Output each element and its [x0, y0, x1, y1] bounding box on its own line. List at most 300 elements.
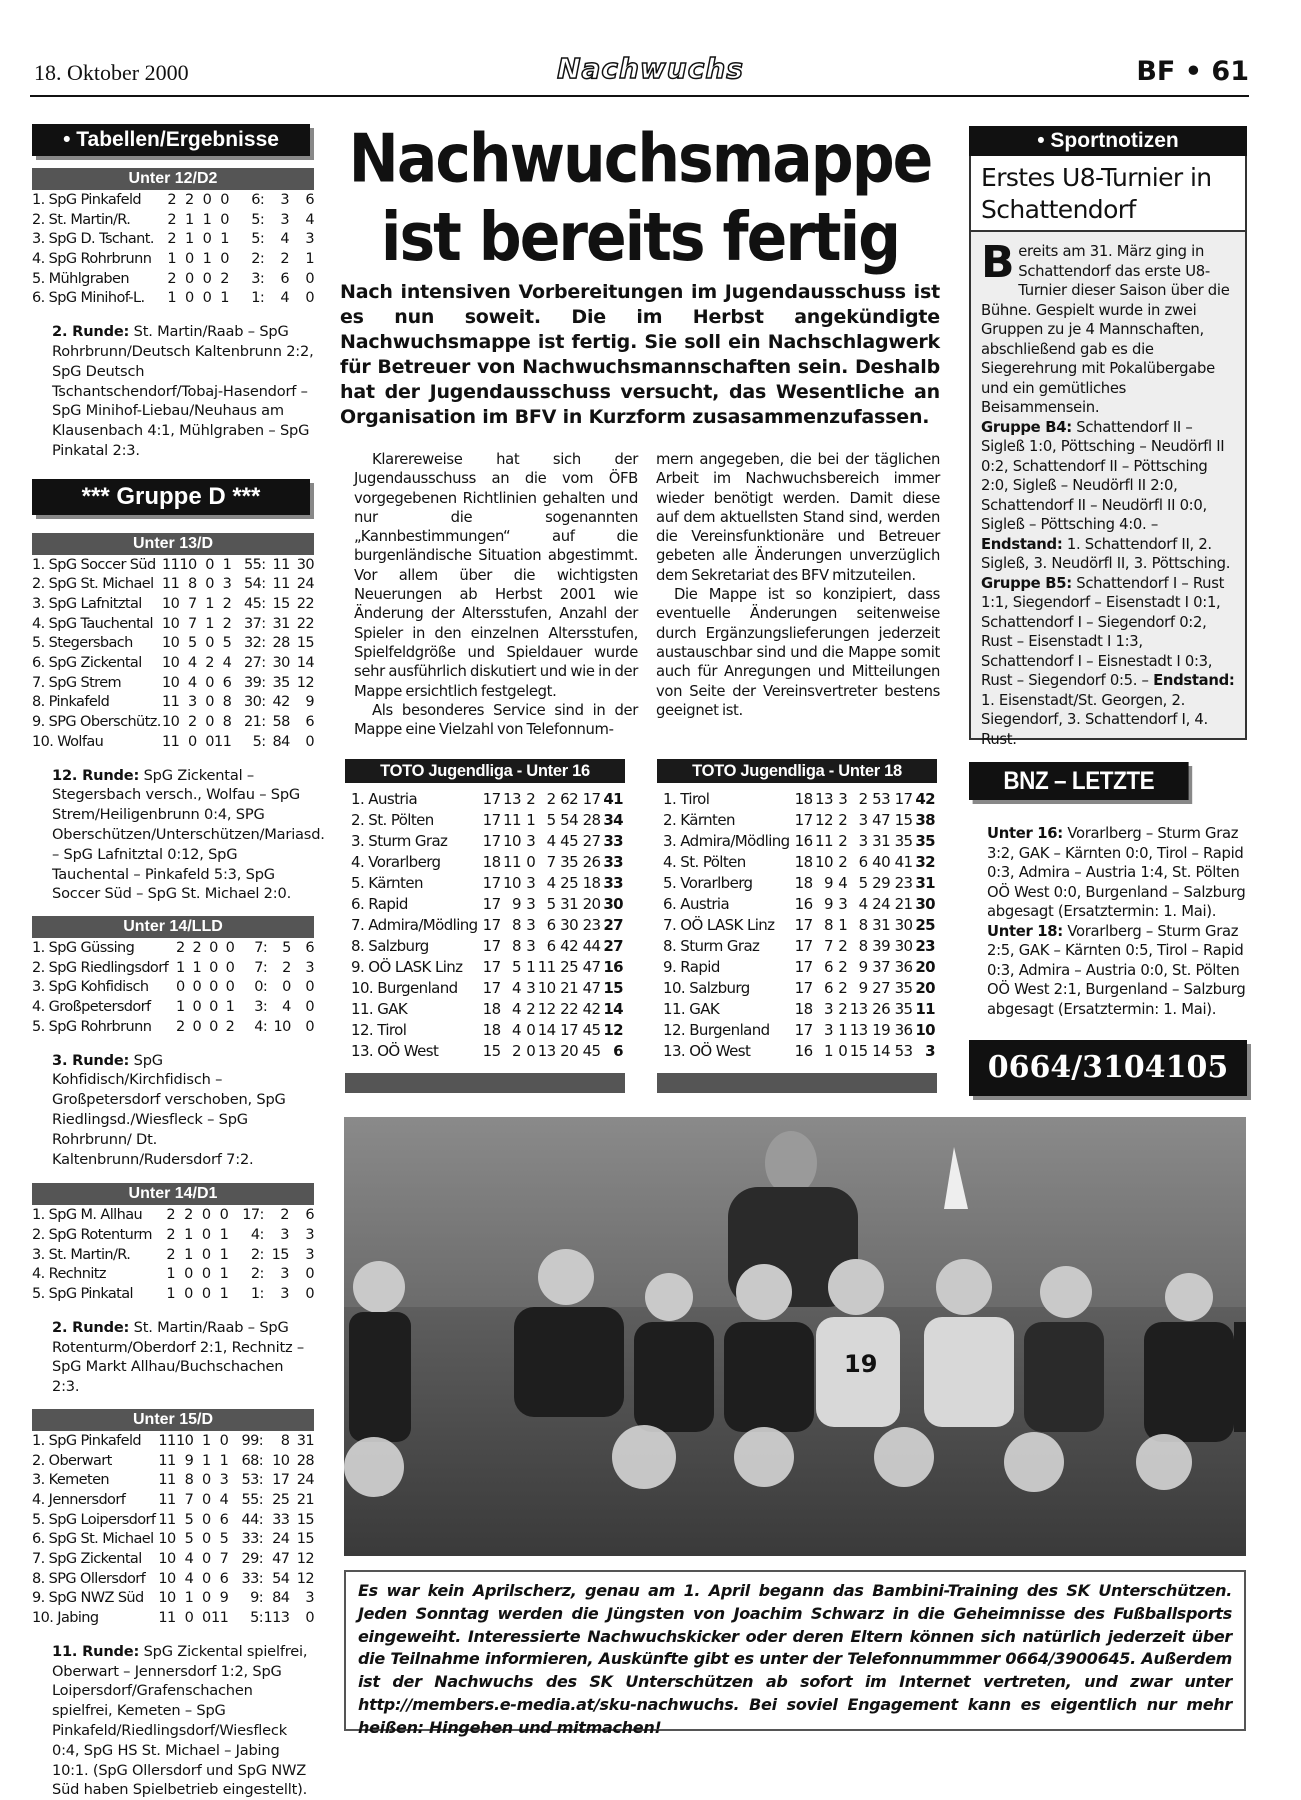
team-name: 8. Pinkafeld — [32, 694, 110, 711]
stat-cell: 6 — [546, 936, 556, 955]
stat-cell: 0 — [184, 270, 194, 287]
stat-cell: 15 — [603, 978, 623, 997]
stat-cell: 68: — [241, 1452, 263, 1469]
team-name: 4. Rechnitz — [32, 1266, 106, 1283]
stat-cell: 1 — [219, 1452, 229, 1469]
team-name: 13. OÖ West — [663, 1041, 751, 1060]
stat-cell: 4 — [305, 211, 314, 228]
round-results — [32, 766, 325, 905]
stat-cell: 16 — [794, 831, 813, 850]
stat-cell: 6 — [222, 674, 232, 691]
stat-cell: 25 — [272, 1491, 290, 1508]
stat-cell: 1 — [205, 615, 214, 632]
round-text: St. Martin/Raab – SpG Rohrbrunn/Deutsch Kaltenbrunn 2:2, SpG Deutsch Tschantschendorf/Tobaj-Hasendorf – SpG Minihof-Liebau/Neuhaus am Klausenbach 4:1, Mühlgraben – SpG Pinkatal 2:3. — [52, 323, 314, 459]
stat-cell: 17 — [482, 831, 501, 850]
stat-cell: 20 — [915, 957, 935, 976]
team-name: 6. SpG St. Michael — [32, 1531, 154, 1548]
stat-cell: 0 — [225, 959, 235, 976]
team-name: 3. Sturm Graz — [351, 831, 448, 850]
stat-cell: 8 — [858, 936, 868, 955]
stat-cell: 21 — [894, 894, 913, 913]
stat-cell: 0 — [202, 270, 212, 287]
stat-cell: 12 — [296, 674, 314, 691]
stat-cell: 31 — [915, 873, 935, 892]
standings-table — [32, 190, 314, 308]
stat-cell: 2 — [184, 1207, 193, 1224]
stat-cell: 1 — [222, 556, 232, 573]
team-name: 4. SpG Rohrbrunn — [32, 250, 152, 267]
stat-cell: 0 — [305, 1610, 314, 1627]
stat-cell: 0 — [201, 1266, 211, 1283]
toto-u18 — [657, 759, 937, 1093]
stat-cell: 15 — [482, 1041, 501, 1060]
stat-cell: 35 — [272, 674, 290, 691]
stat-cell: 37: — [243, 615, 266, 632]
stat-cell: 0 — [202, 231, 212, 248]
stat-cell: 13 — [815, 789, 833, 808]
stat-cell: 0 — [202, 1550, 211, 1567]
stat-cell: 41 — [603, 789, 623, 808]
team-name: 4. SpG Tauchental — [32, 615, 153, 632]
stat-cell: 17 — [482, 978, 501, 997]
table-row — [663, 998, 935, 1019]
stat-cell: 0 — [184, 1285, 193, 1302]
stat-cell: 1 — [175, 959, 185, 976]
stat-cell: 2 — [526, 789, 536, 808]
stat-cell: 10 — [158, 1550, 176, 1567]
stat-cell: 1: — [251, 290, 265, 307]
stat-cell: 10 — [162, 635, 180, 652]
stat-cell: 0 — [202, 1511, 211, 1528]
stat-cell: 53 — [872, 789, 891, 808]
stat-cell: 6 — [305, 191, 314, 208]
table-row — [32, 210, 314, 230]
table-row — [351, 830, 623, 851]
table-u12-d2 — [32, 168, 314, 308]
stat-cell: 5 — [546, 810, 556, 829]
stat-cell: 1 — [205, 595, 214, 612]
stat-cell: 10 — [915, 1020, 935, 1039]
team-name: 2. Kärnten — [663, 810, 735, 829]
round-text: SpG Kohfidisch/Kirchfidisch – Großpetersdorf verschoben, SpG Riedlingsd./Wiesfleck – SpG Rohrbrunn/ Dt. Kaltenbrunn/Rudersdorf 7:2. — [52, 1051, 286, 1168]
table-row — [32, 938, 314, 958]
stat-cell: 17 — [894, 789, 913, 808]
stat-cell: 11 — [503, 810, 521, 829]
team-name: 5. SpG Loipersdorf — [32, 1511, 156, 1528]
paragraph: Klarereweise hat sich der Jugendausschuss an die vom ÖFB vorgegebenen Richtlinien gehalten und nur die sogenannten „Kannbestimmungen“ auf die burgenländische Situation abgestimmt. Vor allem über die wichtigsten Neuerungen ab Herbst 2001 wie Änderung der Altersstufen, Anzahl der Spieler in den einzelnen Altersstufen, Spielfeldgröße und Spieldauer wurde sehr ausführlich diskutiert und wie in der Mappe ersichtlich festgelegt. — [354, 451, 638, 700]
stat-cell: 38 — [915, 810, 935, 829]
team-name: 2. SpG Rotenturm — [32, 1226, 152, 1243]
stat-cell: 10 — [158, 1590, 176, 1607]
stat-cell: 22 — [296, 615, 314, 632]
stat-cell: 0 — [305, 1285, 314, 1302]
stat-cell: 35 — [894, 978, 913, 997]
stat-cell: 11 — [158, 1511, 176, 1528]
stat-cell: 24 — [296, 1472, 314, 1489]
stat-cell: 30 — [603, 894, 623, 913]
stat-cell: 15 — [296, 1511, 314, 1528]
stat-cell: 13 — [537, 1041, 556, 1060]
phone-banner: 0664/3104105 — [969, 1040, 1247, 1096]
stat-cell: 4 — [546, 831, 556, 850]
stat-cell: 3 — [526, 831, 536, 850]
table-footer-bar — [345, 1073, 625, 1093]
stat-cell: 9 — [823, 894, 833, 913]
stat-cell: 29 — [872, 873, 891, 892]
table-row — [32, 1510, 314, 1530]
stat-cell: 17 — [794, 1020, 813, 1039]
stat-cell: 1 — [202, 1452, 211, 1469]
stat-cell: 2 — [858, 789, 868, 808]
stat-cell: 26 — [872, 999, 891, 1018]
stat-cell: 4 — [188, 654, 197, 671]
team-name: 6. SpG Minihof-L. — [32, 290, 145, 307]
table-row — [663, 893, 935, 914]
table-row — [663, 914, 935, 935]
stat-cell: 0 — [202, 1531, 211, 1548]
stat-cell: 1 — [175, 999, 185, 1016]
table-row — [32, 1569, 314, 1589]
stat-cell: 7: — [254, 940, 268, 956]
table-row — [32, 1284, 314, 1304]
round-label: 2. Runde: — [52, 1318, 130, 1336]
stat-cell: 11 — [158, 1472, 176, 1489]
headline-line-1: Nachwuchsmappe — [348, 120, 932, 199]
stat-cell: 32: — [243, 635, 266, 652]
stat-cell: 0 — [205, 635, 214, 652]
stat-cell: 5 — [219, 1531, 229, 1548]
stat-cell: 28 — [582, 810, 601, 829]
stat-cell: 5: — [252, 733, 266, 750]
stat-cell: 4 — [511, 1020, 521, 1039]
stat-cell: 35 — [894, 831, 913, 850]
stat-cell: 17: — [242, 1207, 264, 1224]
stat-cell: 0 — [526, 1041, 536, 1060]
stat-cell: 10 — [503, 873, 521, 892]
stat-cell: 2: — [250, 1246, 264, 1263]
stat-cell: 3 — [838, 789, 848, 808]
stat-cell: 6 — [613, 1041, 623, 1060]
stat-cell: 1 — [202, 250, 212, 267]
stat-cell: 2 — [280, 1207, 289, 1224]
stat-cell: 1 — [184, 1226, 193, 1243]
stat-cell: 17 — [482, 873, 501, 892]
stat-cell: 2 — [175, 940, 185, 956]
stat-cell: 2 — [167, 231, 176, 248]
team-name: 5. SpG Pinkatal — [32, 1285, 133, 1302]
stat-cell: 4 — [858, 894, 868, 913]
note-text: ereits am 31. März ging in Schattendorf das erste U8-Turnier dieser Saison über die Bühne. Gespielt wurde in zwei Gruppen zu je 4 Mannschaften, abschließend gab es die Siegerehrung mit Pokalübergabe und ein gemütliches Beisammensein. — [981, 243, 1230, 416]
stat-cell: 3 — [858, 810, 868, 829]
stat-cell: 4 — [280, 290, 290, 307]
stat-cell: 3 — [280, 211, 290, 228]
group-results: Schattendorf I – Rust 1:1, Siegendorf – Eisenstadt I 0:1, Schattendorf I – Siegendorf 0:2, Rust – Eisenstadt I 1:3, Schattendorf I – Eisnestadt I 0:3, Rust – Siegendorf 0:5. – — [981, 574, 1225, 689]
stat-cell: 18 — [794, 999, 813, 1018]
stat-cell: 0 — [201, 1207, 211, 1224]
stat-cell: 24 — [272, 1531, 290, 1548]
stat-cell: 14 — [872, 1041, 891, 1060]
team-name: 6. SpG Zickental — [32, 654, 142, 671]
table-row — [351, 935, 623, 956]
stat-cell: 0 — [209, 940, 218, 956]
stat-cell: 15 — [296, 1531, 314, 1548]
table-row — [351, 914, 623, 935]
stat-cell: 45 — [582, 1020, 601, 1039]
shirt-number: 19 — [844, 1350, 878, 1378]
issue-date: 18. Oktober 2000 — [34, 60, 189, 85]
stat-cell: 8 — [511, 915, 521, 934]
stat-cell: 2 — [838, 957, 848, 976]
stat-cell: 3 — [305, 1590, 314, 1607]
table-row — [32, 1490, 314, 1510]
stat-cell: 1 — [184, 1246, 193, 1263]
stat-cell: 2 — [166, 1246, 176, 1263]
stat-cell: 0 — [219, 1432, 229, 1449]
toto-table — [351, 788, 623, 1061]
stat-cell: 2 — [175, 1018, 185, 1035]
team-name: 5. SpG Rohrbrunn — [32, 1018, 152, 1035]
stat-cell: 1 — [838, 1020, 848, 1039]
team-name: 12. Tirol — [351, 1020, 407, 1039]
article-lead: Nach intensiven Vorbereitungen im Jugendausschuss ist es nun soweit. Die im Herbst angekündigte Nachwuchsmappe ist fertig. Sie soll ein Nachschlagwerk für Betreuer von Nachwuchsmannschaften sein. Deshalb hat der Jugendausschuss versucht, das Wesentliche an Organisation im BFV in Kurzform zusasammenzufassen. — [340, 281, 940, 428]
stat-cell: 0 — [305, 979, 314, 996]
stat-cell: 15 — [849, 1041, 868, 1060]
stat-cell: 1 — [838, 915, 848, 934]
stat-cell: 2 — [184, 191, 194, 208]
stat-cell: 10 — [815, 852, 833, 871]
team-name: 10. Wolfau — [32, 733, 104, 750]
team-name: 1. SpG M. Allhau — [32, 1207, 143, 1224]
table-row — [32, 712, 314, 732]
stat-cell: 33: — [241, 1570, 263, 1587]
stat-cell: 0 — [209, 999, 218, 1016]
team-name: 2. St. Pölten — [351, 810, 434, 829]
stat-cell: 19 — [872, 1020, 891, 1039]
stat-cell: 18 — [794, 789, 813, 808]
stat-cell: 18 — [482, 1020, 501, 1039]
stat-cell: 3 — [526, 936, 536, 955]
stat-cell: 10 — [158, 1531, 176, 1548]
stat-cell: 6 — [305, 1207, 314, 1224]
stat-cell: 6: — [251, 191, 265, 208]
stat-cell: 84 — [272, 733, 290, 750]
stat-cell: 10 — [503, 831, 521, 850]
stat-cell: 18 — [794, 873, 813, 892]
stat-cell: 8 — [823, 915, 833, 934]
stat-cell: 31 — [272, 615, 290, 632]
stat-cell: 1 — [219, 1226, 229, 1243]
stat-cell: 17 — [482, 810, 501, 829]
stat-cell: 39: — [243, 674, 266, 691]
stat-cell: 20 — [915, 978, 935, 997]
stat-cell: 1 — [225, 999, 235, 1016]
team-name: 2. SpG St. Michael — [32, 576, 154, 593]
stat-cell: 8 — [188, 576, 197, 593]
stat-cell: 25 — [915, 915, 935, 934]
stat-cell: 30: — [243, 694, 266, 711]
stat-cell: 3 — [305, 231, 314, 248]
stat-cell: 3 — [280, 1266, 289, 1283]
stat-cell: 58 — [272, 714, 290, 731]
stat-cell: 0 — [209, 979, 218, 996]
stat-cell: 1 — [184, 231, 194, 248]
stat-cell: 4 — [184, 1550, 194, 1567]
stat-cell: 2 — [166, 1226, 176, 1243]
table-row — [32, 633, 314, 653]
table-title: Unter 15/D — [32, 1409, 314, 1431]
stat-cell: 0 — [220, 211, 229, 228]
stat-cell: 2: — [250, 1266, 264, 1283]
stat-cell: 6 — [305, 940, 314, 956]
group-label: Gruppe B5: — [981, 574, 1072, 592]
stat-cell: 17 — [482, 936, 501, 955]
table-row — [351, 998, 623, 1019]
stat-cell: 5: — [251, 211, 265, 228]
stat-cell: 5 — [222, 635, 232, 652]
stat-cell: 7 — [188, 595, 197, 612]
table-row — [32, 1225, 314, 1245]
stat-cell: 0 — [209, 1018, 218, 1035]
section-title: Nachwuchs — [557, 52, 744, 85]
stat-cell: 8 — [222, 714, 232, 731]
stat-cell: 3 — [823, 999, 833, 1018]
stat-cell: 1 — [823, 1041, 833, 1060]
note-dropcap: B — [981, 237, 1015, 288]
stat-cell: 5 — [546, 894, 556, 913]
stat-cell: 0 — [175, 979, 185, 996]
team-name: 9. OÖ LASK Linz — [351, 957, 463, 976]
stat-cell: 2 — [167, 270, 176, 287]
team-name: 10. Burgenland — [351, 978, 458, 997]
stat-cell: 10 — [273, 1018, 291, 1035]
stat-cell: 2 — [280, 250, 290, 267]
round-results — [32, 1318, 314, 1397]
stat-cell: 45 — [560, 831, 579, 850]
stat-cell: 4: — [250, 1226, 264, 1243]
stat-cell: 17 — [794, 810, 813, 829]
stat-cell: 8 — [222, 694, 232, 711]
team-name: 5. Stegersbach — [32, 635, 133, 652]
table-title: Unter 13/D — [32, 533, 314, 555]
team-name: 10. Jabing — [32, 1610, 99, 1627]
stat-cell: 3 — [526, 915, 536, 934]
stat-cell: 3 — [280, 191, 290, 208]
table-row — [32, 693, 314, 713]
stat-cell: 9 — [858, 957, 868, 976]
stat-cell: 17 — [272, 1472, 290, 1489]
stat-cell: 0 — [202, 1570, 211, 1587]
stat-cell: 31 — [560, 894, 579, 913]
table-row — [32, 269, 314, 289]
stat-cell: 11 — [162, 733, 180, 750]
table-row — [663, 830, 935, 851]
stat-cell: 23 — [582, 915, 601, 934]
stat-cell: 55: — [241, 1491, 263, 1508]
table-u13-d — [32, 533, 314, 752]
stat-cell: 11 — [211, 1610, 229, 1627]
stat-cell: 5 — [511, 957, 521, 976]
stat-cell: 0 — [202, 1610, 211, 1627]
stat-cell: 0 — [202, 1491, 211, 1508]
stat-cell: 0 — [220, 191, 229, 208]
team-name: 5. Mühlgraben — [32, 270, 129, 287]
stat-cell: 4 — [280, 231, 290, 248]
stat-cell: 24 — [296, 576, 314, 593]
stat-cell: 1 — [167, 250, 176, 267]
round-results — [32, 1051, 314, 1170]
stat-cell: 24 — [872, 894, 891, 913]
stat-cell: 0 — [205, 733, 214, 750]
stat-cell: 0 — [184, 1266, 193, 1283]
paragraph: mern angegeben, die bei der täglichen Arbeit im Nachwuchsbereich immer wieder benötigt werden. Damit diese auf dem aktuellsten Stand sind, werden die Vereinsfunktionäre und Betreuer gebeten alle Änderungen unverzüglich dem Sekretariat des BFV mitzuteilen. — [656, 451, 940, 584]
table-row — [32, 1264, 314, 1284]
table-u14-lld — [32, 916, 314, 1036]
stat-cell: 13 — [503, 789, 521, 808]
stat-cell: 0 — [526, 1020, 536, 1039]
table-row — [32, 1470, 314, 1490]
table-row — [32, 1017, 314, 1037]
stat-cell: 10 — [162, 615, 180, 632]
stat-cell: 11 — [162, 556, 180, 573]
stat-cell: 53: — [241, 1472, 263, 1489]
table-row — [32, 1205, 314, 1225]
stat-cell: 12 — [537, 999, 556, 1018]
stat-cell: 0 — [838, 1041, 848, 1060]
stat-cell: 42 — [272, 694, 290, 711]
team-name: 13. OÖ West — [351, 1041, 439, 1060]
stat-cell: 22 — [560, 999, 579, 1018]
stat-cell: 17 — [794, 957, 813, 976]
stat-cell: 1 — [202, 1432, 211, 1449]
table-row — [32, 288, 314, 308]
table-row — [32, 555, 314, 575]
standing-label: Endstand: — [1153, 672, 1235, 689]
team-name: 8. Sturm Graz — [663, 936, 760, 955]
team-name: 1. SpG Pinkafeld — [32, 1432, 142, 1449]
stat-cell: 1 — [219, 1266, 229, 1283]
stat-cell: 3 — [838, 894, 848, 913]
stat-cell: 34 — [603, 810, 623, 829]
article-headline — [340, 120, 940, 277]
stat-cell: 0 — [282, 979, 291, 996]
stat-cell: 40 — [872, 852, 891, 871]
photo-caption: Es war kein Aprilscherz, genau am 1. April begann das Bambini-Training des SK Unterschützen. Jeden Sonntag werden die Jüngsten von Joachim Schwarz in die Geheimnisse des Fußballsports eingeweiht. Interessierte Nachwuchskicker oder deren Eltern können sich natürlich jederzeit über die Teilnahme informieren, Auskünfte gibt es unter der Telefonnummmer 0664/3900645. Außerdem ist der Nachwuchs des SK Unterschützen ab sofort im Internet vertreten, und zwar unter http://members.e-media.at/sku-nachwuchs. Bei soviel Engagement kann es eigentlich nur mehr heißen: Hingehen und mitmachen! — [344, 1570, 1246, 1731]
team-name: 7. OÖ LASK Linz — [663, 915, 775, 934]
stat-cell: 30 — [915, 894, 935, 913]
note-body — [971, 232, 1245, 749]
stat-cell: 11 — [272, 556, 290, 573]
stat-cell: 3: — [251, 270, 265, 287]
stat-cell: 0 — [219, 1207, 229, 1224]
round-label: 3. Runde: — [52, 1051, 130, 1069]
stat-cell: 11 — [158, 1432, 176, 1449]
stat-cell: 6 — [305, 714, 314, 731]
stat-cell: 2 — [838, 978, 848, 997]
stat-cell: 10 — [537, 978, 556, 997]
stat-cell: 2 — [838, 831, 848, 850]
group-results: Schattendorf II – Sigleß 1:0, Pöttsching – Neudörfl II 0:2, Schattendorf II – Pöttsching 2:0, Sigleß – Neudörfl II 2:0, Schattendorf II – Neudörfl II 0:0, Sigleß – Pöttsching 4:0. – — [981, 418, 1225, 533]
stat-cell: 7 — [184, 1491, 194, 1508]
stat-cell: 17 — [482, 957, 501, 976]
stat-cell: 16 — [794, 1041, 813, 1060]
headline-line-2: ist bereits fertig — [380, 198, 900, 277]
stat-cell: 2 — [220, 270, 229, 287]
stat-cell: 41 — [894, 852, 913, 871]
stat-cell: 21 — [560, 978, 579, 997]
stat-cell: 4 — [222, 654, 232, 671]
team-name: 2. SpG Riedlingsdorf — [32, 959, 169, 976]
stat-cell: 4 — [511, 978, 521, 997]
